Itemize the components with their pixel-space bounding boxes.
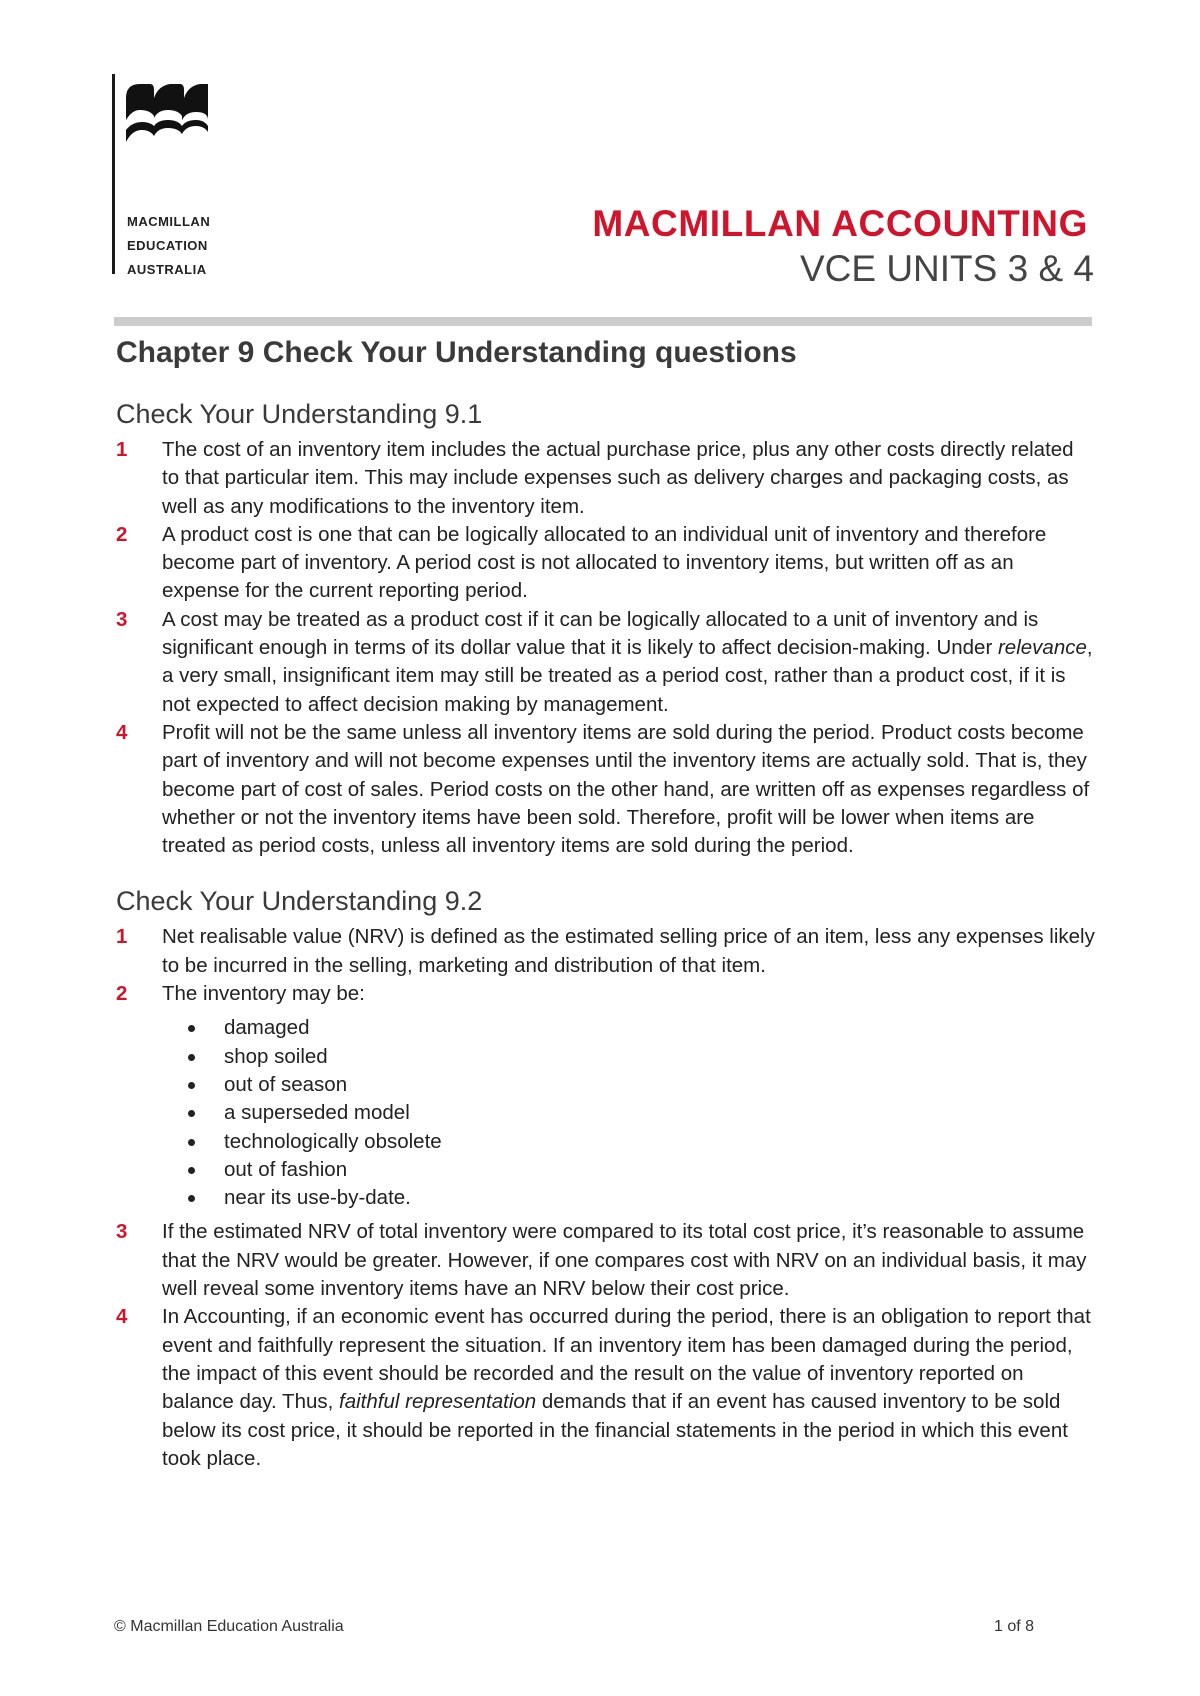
footer-copyright: © Macmillan Education Australia (114, 1618, 344, 1635)
answer-text: The cost of an inventory item includes the actual purchase price, plus any other costs directly related to that particular item. This may include expenses such as delivery charges and packaging costs, as well as any modifications to the inventory item. (162, 438, 1074, 518)
answer-text: The inventory may be: (162, 982, 365, 1006)
document-body (116, 328, 1096, 1473)
question-list (116, 436, 1096, 860)
bullet-icon (188, 1110, 195, 1117)
logo-divider (112, 74, 115, 274)
chapter-title: Chapter 9 Check Your Understanding questions (116, 336, 797, 369)
answer-number: 2 (116, 982, 128, 1006)
answer-item (116, 923, 1096, 980)
answer-number: 3 (116, 607, 128, 631)
answer-text: Net realisable value (NRV) is defined as the estimated selling price of an item, less any expenses likely to be incurred in the selling, marketing and distribution of that item. (162, 925, 1095, 977)
bullet-icon (188, 1167, 195, 1174)
answer-text: demands that if an event has caused inventory to be sold below its cost price, it should be reported in the financial statements in the period in which this event took place. (162, 1390, 1068, 1470)
brand-line: EDUCATION (127, 238, 208, 253)
answer-number: 1 (116, 438, 128, 461)
answer-number: 2 (116, 522, 128, 546)
bullet-text: a superseded model (224, 1101, 410, 1125)
page-number: 1 of 8 (993, 1618, 1034, 1635)
bullet-icon (188, 1025, 195, 1032)
answer-item (116, 1218, 1096, 1303)
answer-item (116, 980, 1096, 1212)
answer-text: , a very small, insignificant item may still be treated as a period cost, rather than a product cost, if it is not expected to affect decision making by management. (162, 636, 1093, 716)
bullet-text: out of season (224, 1072, 348, 1096)
answer-item (116, 606, 1096, 719)
brand-line: MACMILLAN (127, 214, 211, 229)
bullet-list (162, 1014, 1096, 1212)
brand-name (127, 210, 210, 282)
bullet-text: damaged (224, 1016, 310, 1040)
bullet-item (116, 1128, 1096, 1156)
answer-text: In Accounting, if an economic event has occurred during the period, there is an obligation to report that event and faithfully represent the situation. If an inventory item has been damaged during the period, the impact of this event should be recorded and the result on the value of inventory reported on balance day. Thus, (162, 1305, 1091, 1414)
bullet-icon (188, 1054, 195, 1061)
emphasis-term: faithful representation (339, 1390, 537, 1414)
header-title: MACMILLAN ACCOUNTING (592, 203, 1088, 244)
answer-number: 4 (116, 1305, 128, 1329)
bullet-icon (188, 1195, 195, 1202)
bullet-item (116, 1184, 1096, 1212)
answer-number: 3 (116, 1220, 128, 1244)
bullet-item (116, 1099, 1096, 1127)
bullet-text: shop soiled (224, 1044, 328, 1068)
answer-number: 4 (116, 720, 128, 744)
bullet-icon (188, 1139, 195, 1146)
section-heading: Check Your Understanding 9.2 (116, 886, 483, 917)
answer-text: A product cost is one that can be logically allocated to an individual unit of inventory and therefore become part of inventory. A period cost is not allocated to inventory items, but written off as an expense for the current reporting period. (162, 522, 1047, 603)
answer-text: A cost may be treated as a product cost if it can be logically allocated to a unit of inventory and is significant enough in terms of its dollar value that it is likely to affect decision-making. Under (162, 607, 1039, 660)
answer-item (116, 719, 1096, 860)
question-list (116, 923, 1096, 1473)
bullet-item (116, 1156, 1096, 1184)
answer-item (116, 436, 1096, 521)
answer-item (116, 521, 1096, 606)
bullet-text: out of fashion (224, 1157, 348, 1181)
header-rule (114, 317, 1092, 326)
answer-number: 1 (116, 925, 128, 949)
brand-line: AUSTRALIA (127, 262, 207, 277)
answer-item (116, 1303, 1096, 1473)
answer-text: Profit will not be the same unless all inventory items are sold during the period. Product costs become part of inventory and will not become expenses until the inventory items are actually sold. That is, they become part of cost of sales. Period costs on the other hand, are written off as expenses regardless of whether or not the inventory items have been sold. Therefore, profit will be lower when items are treated as period costs, unless all inventory items are sold during the period. (162, 720, 1090, 858)
bullet-text: near its use-by-date. (224, 1186, 411, 1210)
header-subtitle: VCE UNITS 3 & 4 (799, 248, 1094, 289)
answer-text: If the estimated NRV of total inventory were compared to its total cost price, it’s reasonable to assume that the NRV would be greater. However, if one compares cost with NRV on an individual basis, it may well reveal some inventory items have an NRV below their cost price. (162, 1220, 1087, 1301)
bullet-item (116, 1014, 1096, 1042)
bullet-item (116, 1071, 1096, 1099)
bullet-icon (188, 1082, 195, 1089)
emphasis-term: relevance (997, 636, 1087, 660)
bullet-text: technologically obsolete (224, 1129, 442, 1153)
bullet-item (116, 1043, 1096, 1071)
section-heading: Check Your Understanding 9.1 (116, 399, 483, 429)
macmillan-logo-icon (124, 76, 210, 146)
